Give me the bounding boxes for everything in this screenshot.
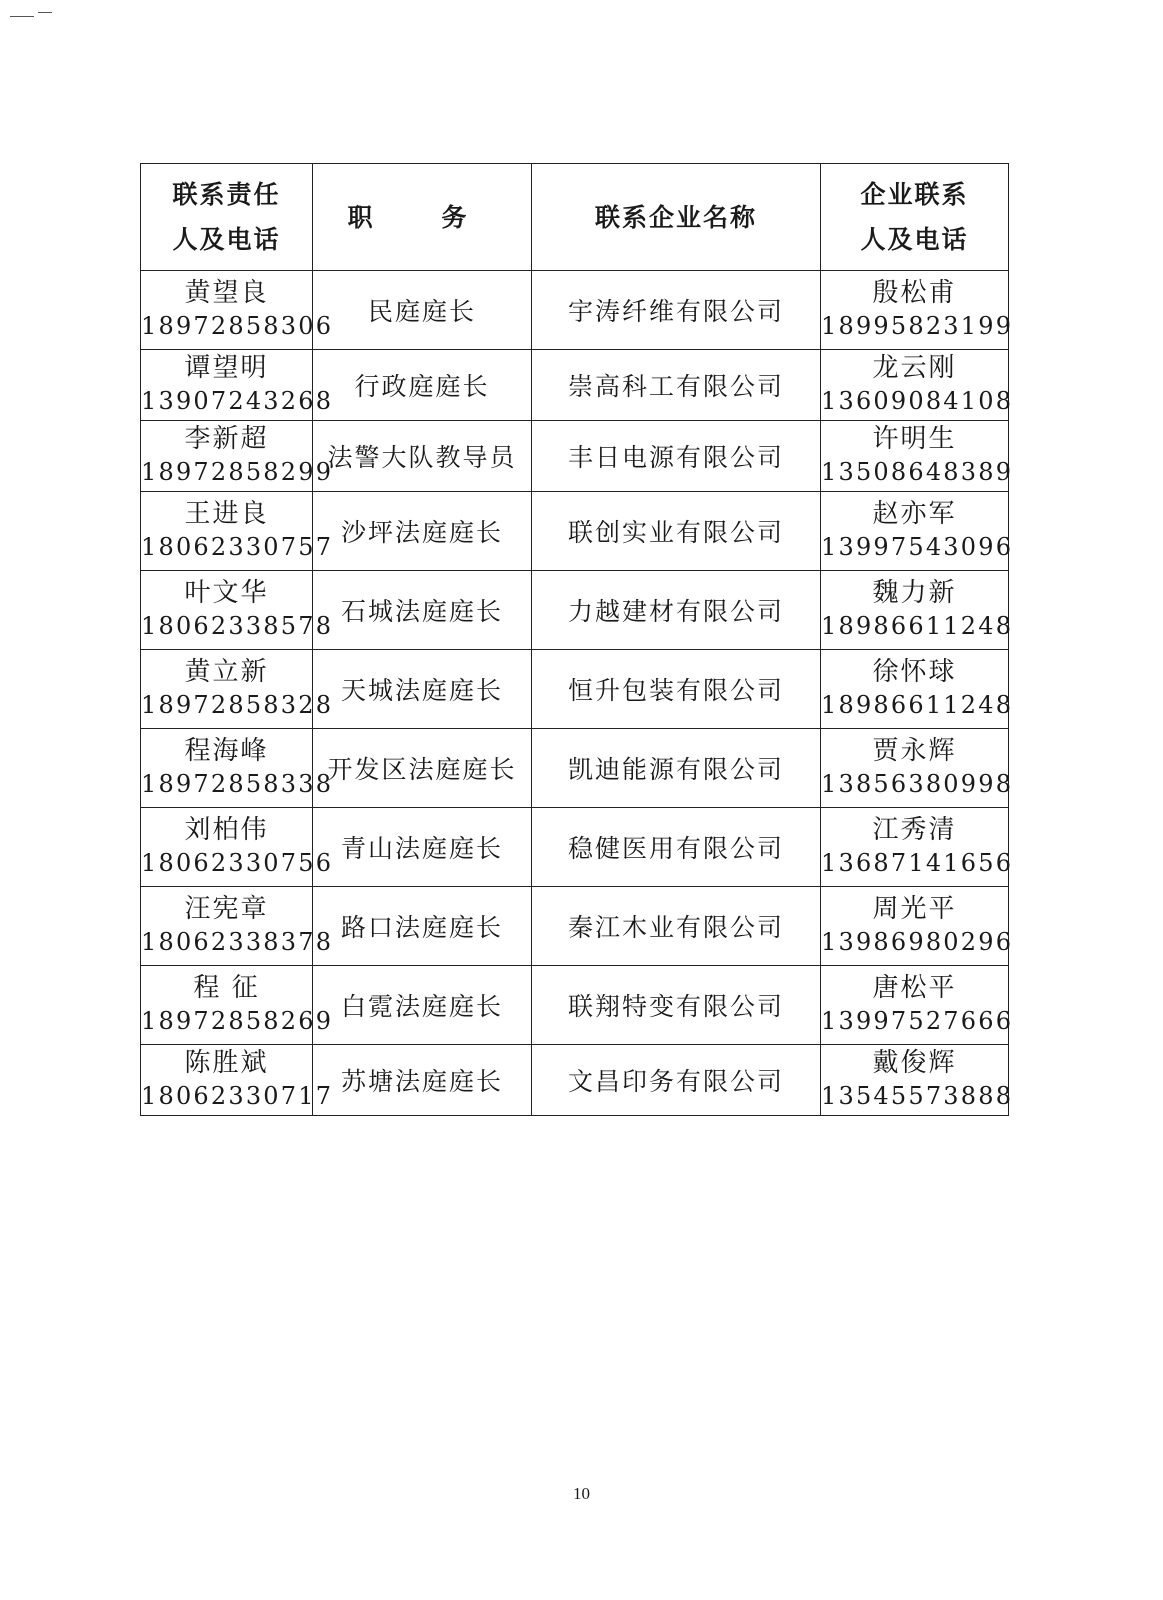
cell-contact-person (141, 271, 334, 350)
company-contact-phone: 18995823199 (821, 312, 1014, 340)
table-row (141, 1045, 1009, 1116)
cell-company (532, 887, 821, 966)
table-row (141, 350, 1009, 421)
header-contact-person-line1: 联系责任 (172, 180, 281, 209)
table-row (141, 492, 1009, 571)
contact-person-phone: 18972858338 (141, 770, 334, 798)
contact-person-phone: 18062330756 (141, 849, 334, 877)
company-contact-name: 魏力新 (872, 578, 957, 608)
company-contact-phone: 13545573888 (821, 1082, 1014, 1110)
cell-duty (313, 492, 532, 571)
contact-person-phone: 18972858328 (141, 691, 334, 719)
contact-person-phone: 18062330757 (141, 533, 334, 561)
cell-company-contact (821, 650, 1014, 729)
cell-duty (313, 1045, 532, 1116)
company-name: 崇高科工有限公司 (567, 372, 784, 401)
contact-person-phone: 18062338378 (141, 928, 334, 956)
cell-duty (313, 571, 532, 650)
contact-person-phone: 18062330717 (141, 1082, 334, 1110)
contact-person-phone: 18972858306 (141, 312, 334, 340)
cell-duty (313, 271, 532, 350)
cell-company (532, 650, 821, 729)
cell-company (532, 729, 821, 808)
cell-duty (313, 350, 532, 421)
company-name: 联创实业有限公司 (567, 518, 784, 547)
company-name: 丰日电源有限公司 (567, 443, 784, 472)
company-contact-phone: 13986980296 (821, 928, 1014, 956)
company-contact-phone: 18986611248 (821, 691, 1014, 719)
company-name: 秦江木业有限公司 (567, 913, 784, 942)
contact-person-name: 谭望明 (184, 353, 269, 383)
cell-contact-person (141, 571, 334, 650)
duty-text: 路口法庭庭长 (340, 913, 503, 942)
duty-text: 沙坪法庭庭长 (340, 518, 503, 547)
cell-company (532, 966, 821, 1045)
cell-contact-person (141, 966, 334, 1045)
cell-company (532, 421, 821, 492)
company-contact-name: 唐松平 (872, 973, 957, 1003)
company-name: 力越建材有限公司 (567, 597, 784, 626)
contact-person-phone: 18972858299 (141, 458, 334, 486)
company-contact-name: 龙云刚 (872, 353, 957, 383)
cell-company-contact (821, 1045, 1014, 1116)
company-name: 稳健医用有限公司 (567, 834, 784, 863)
table-row (141, 421, 1009, 492)
cell-duty (313, 808, 532, 887)
scan-mark (10, 16, 34, 17)
contact-person-name: 程 征 (193, 973, 260, 1003)
company-contact-name: 戴俊辉 (872, 1048, 957, 1078)
cell-company-contact (821, 966, 1014, 1045)
contact-person-phone: 13907243268 (141, 387, 334, 415)
duty-text: 行政庭庭长 (354, 372, 490, 401)
company-name: 恒升包装有限公司 (567, 676, 784, 705)
header-company-contact-line1: 企业联系 (860, 180, 969, 209)
header-company (532, 164, 821, 271)
company-name: 宇涛纤维有限公司 (567, 297, 784, 326)
cell-company-contact (821, 887, 1014, 966)
duty-text: 民庭庭长 (367, 297, 476, 326)
contact-table (140, 163, 1014, 1116)
cell-contact-person (141, 650, 334, 729)
contact-person-phone: 18062338578 (141, 612, 334, 640)
company-contact-phone: 13997543096 (821, 533, 1014, 561)
header-company-contact-line2: 人及电话 (860, 225, 969, 254)
contact-person-name: 刘柏伟 (184, 815, 269, 845)
cell-company-contact (821, 808, 1014, 887)
company-name: 凯迪能源有限公司 (567, 755, 784, 784)
company-name: 文昌印务有限公司 (567, 1067, 784, 1096)
cell-contact-person (141, 808, 334, 887)
duty-text: 白霓法庭庭长 (340, 992, 503, 1021)
scan-mark (38, 12, 52, 13)
cell-company-contact (821, 492, 1014, 571)
cell-contact-person (141, 887, 334, 966)
company-contact-name: 贾永辉 (872, 736, 957, 766)
table-row (141, 966, 1009, 1045)
company-contact-name: 赵亦军 (872, 499, 957, 529)
header-duty (313, 164, 532, 271)
table-row (141, 571, 1009, 650)
company-contact-name: 周光平 (872, 894, 957, 924)
contact-person-name: 程海峰 (184, 736, 269, 766)
cell-company-contact (821, 571, 1014, 650)
company-contact-name: 殷松甫 (872, 278, 957, 308)
cell-duty (313, 966, 532, 1045)
header-contact-person (141, 164, 313, 271)
contact-person-name: 李新超 (184, 424, 269, 454)
company-contact-name: 徐怀球 (872, 657, 957, 687)
cell-duty (313, 650, 532, 729)
cell-company-contact (821, 421, 1014, 492)
contact-person-name: 王进良 (184, 499, 269, 529)
company-contact-phone: 13687141656 (821, 849, 1014, 877)
cell-duty (313, 729, 532, 808)
cell-company (532, 808, 821, 887)
cell-contact-person (141, 492, 334, 571)
cell-contact-person (141, 729, 334, 808)
duty-text: 青山法庭庭长 (340, 834, 503, 863)
company-contact-name: 许明生 (872, 424, 957, 454)
company-contact-phone: 13609084108 (821, 387, 1014, 415)
duty-text: 开发区法庭庭长 (327, 755, 517, 784)
contact-person-name: 汪宪章 (184, 894, 269, 924)
company-contact-phone: 13997527666 (821, 1007, 1014, 1035)
company-contact-name: 江秀清 (872, 815, 957, 845)
cell-duty (313, 887, 532, 966)
company-contact-phone: 13508648389 (821, 458, 1014, 486)
duty-text: 石城法庭庭长 (340, 597, 503, 626)
company-contact-phone: 18986611248 (821, 612, 1014, 640)
table-header-row (141, 164, 1009, 271)
cell-company-contact (821, 729, 1014, 808)
table-row (141, 808, 1009, 887)
duty-text: 法警大队教导员 (327, 443, 517, 472)
cell-contact-person (141, 1045, 334, 1116)
cell-contact-person (141, 350, 334, 421)
duty-text: 天城法庭庭长 (340, 676, 503, 705)
contact-person-name: 黄立新 (184, 657, 269, 687)
contact-person-name: 陈胜斌 (184, 1048, 269, 1078)
cell-company-contact (821, 271, 1014, 350)
cell-company (532, 571, 821, 650)
table-row (141, 650, 1009, 729)
cell-contact-person (141, 421, 334, 492)
contact-person-name: 叶文华 (184, 578, 269, 608)
cell-duty (313, 421, 532, 492)
cell-company (532, 492, 821, 571)
company-contact-phone: 13856380998 (821, 770, 1014, 798)
contact-person-phone: 18972858269 (141, 1007, 334, 1035)
header-duty-label: 职 务 (347, 202, 497, 232)
cell-company (532, 271, 821, 350)
page-number: 10 (573, 1484, 590, 1503)
header-company-label: 联系企业名称 (594, 202, 757, 232)
cell-company (532, 350, 821, 421)
header-company-contact (821, 164, 1009, 271)
company-name: 联翔特变有限公司 (567, 992, 784, 1021)
table-row (141, 729, 1009, 808)
table-row (141, 887, 1009, 966)
header-contact-person-line2: 人及电话 (172, 225, 281, 254)
cell-company (532, 1045, 821, 1116)
table-row (141, 271, 1009, 350)
contact-person-name: 黄望良 (184, 278, 269, 308)
duty-text: 苏塘法庭庭长 (340, 1067, 503, 1096)
cell-company-contact (821, 350, 1014, 421)
